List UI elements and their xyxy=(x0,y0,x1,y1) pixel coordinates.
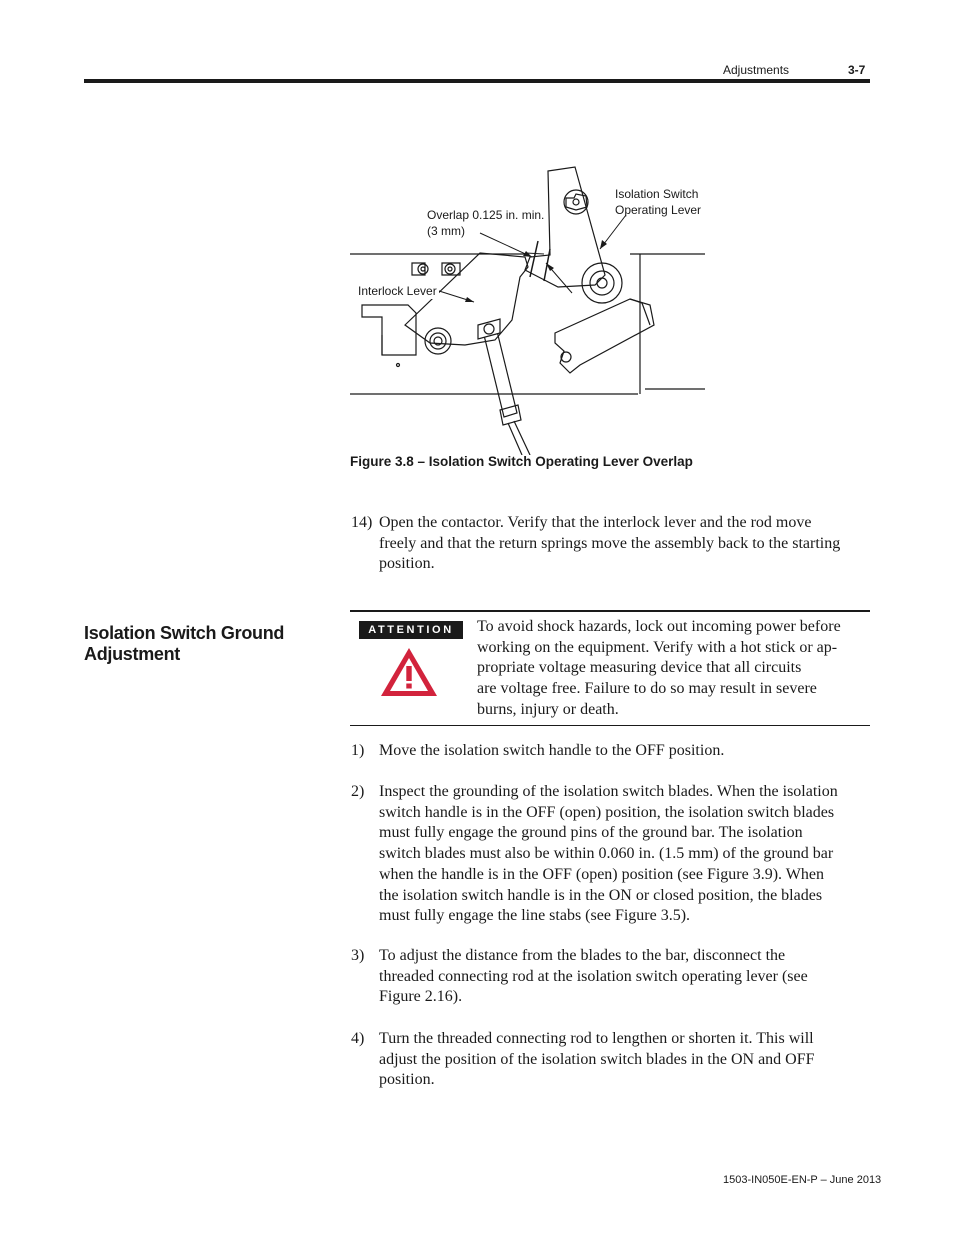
step-line: Inspect the grounding of the isolation switch blades. When the isolation xyxy=(379,783,838,800)
step-line: Turn the threaded connecting rod to lengthen or shorten it. This will xyxy=(379,1030,814,1047)
warning-triangle-icon xyxy=(379,646,439,698)
attention-bottom-rule xyxy=(350,725,870,726)
step-line: must fully engage the line stabs (see Figure 3.5). xyxy=(379,907,691,925)
attention-line: To avoid shock hazards, lock out incoming power before xyxy=(477,618,841,635)
page-number: 3-7 xyxy=(848,63,866,77)
step-number: 4) xyxy=(351,1030,365,1047)
section-title-line: Isolation Switch Ground xyxy=(84,623,285,643)
figure-caption: Figure 3.8 – Isolation Switch Operating Lever Overlap xyxy=(350,454,693,469)
step-number: 14) xyxy=(351,514,373,531)
attention-line: are voltage free. Failure to do so may result in severe xyxy=(477,680,817,698)
label-overlap-line2: (3 mm) xyxy=(427,224,465,238)
label-isolation-line2: Operating Lever xyxy=(615,203,702,217)
step-line: Figure 2.16). xyxy=(379,988,463,1006)
label-interlock-lever: Interlock Lever xyxy=(358,284,437,298)
step-line: Open the contactor. Verify that the interlock lever and the rod move xyxy=(379,514,812,531)
step-line: Move the isolation switch handle to the OFF position. xyxy=(379,742,725,759)
attention-top-rule xyxy=(350,610,870,612)
attention-line: burns, injury or death. xyxy=(477,700,619,718)
step-2 xyxy=(351,782,871,928)
step-line: position. xyxy=(379,555,435,573)
stud-right xyxy=(442,263,460,275)
section-title xyxy=(84,623,324,665)
step-line: when the handle is in the OFF (open) position (see Figure 3.9). When xyxy=(379,865,824,883)
stud-left xyxy=(412,263,428,275)
attention-line: propriate voltage measuring device that all circuits xyxy=(477,659,802,677)
step-line: freely and that the return springs move the assembly back to the starting xyxy=(379,534,841,552)
label-isolation-line1: Isolation Switch xyxy=(615,187,699,201)
label-overlap-line1: Overlap 0.125 in. min. xyxy=(427,208,545,222)
figure-isolation-lever-overlap xyxy=(350,165,710,455)
step-14 xyxy=(351,513,871,577)
running-header-section: Adjustments xyxy=(723,63,790,77)
step-text xyxy=(379,513,840,575)
step-number: 2) xyxy=(351,783,365,800)
step-line: the isolation switch handle is in the ON or closed position, the blades xyxy=(379,886,823,904)
step-number: 3) xyxy=(351,947,365,964)
step-line: adjust the position of the isolation switch blades in the ON and OFF xyxy=(379,1050,815,1068)
step-line: switch blades must also be within 0.060 in. (1.5 mm) of the ground bar xyxy=(379,845,834,863)
step-3 xyxy=(351,946,871,1010)
attention-text xyxy=(477,617,871,721)
step-number: 1) xyxy=(351,742,365,759)
attention-badge: ATTENTION xyxy=(359,621,463,639)
attention-line: working on the equipment. Verify with a hot stick or ap- xyxy=(477,638,838,656)
step-line: threaded connecting rod at the isolation switch operating lever (see xyxy=(379,967,808,985)
step-line: must fully engage the ground pins of the ground bar. The isolation xyxy=(379,824,803,842)
step-1 xyxy=(351,741,871,763)
step-line: position. xyxy=(379,1071,435,1089)
step-4 xyxy=(351,1029,871,1093)
section-title-line: Adjustment xyxy=(84,644,181,664)
step-line: switch handle is in the OFF (open) position, the isolation switch blades xyxy=(379,803,835,821)
header-rule xyxy=(84,79,870,83)
step-line: To adjust the distance from the blades to the bar, disconnect the xyxy=(379,947,786,964)
publication-footer: 1503-IN050E-EN-P – June 2013 xyxy=(723,1174,882,1186)
